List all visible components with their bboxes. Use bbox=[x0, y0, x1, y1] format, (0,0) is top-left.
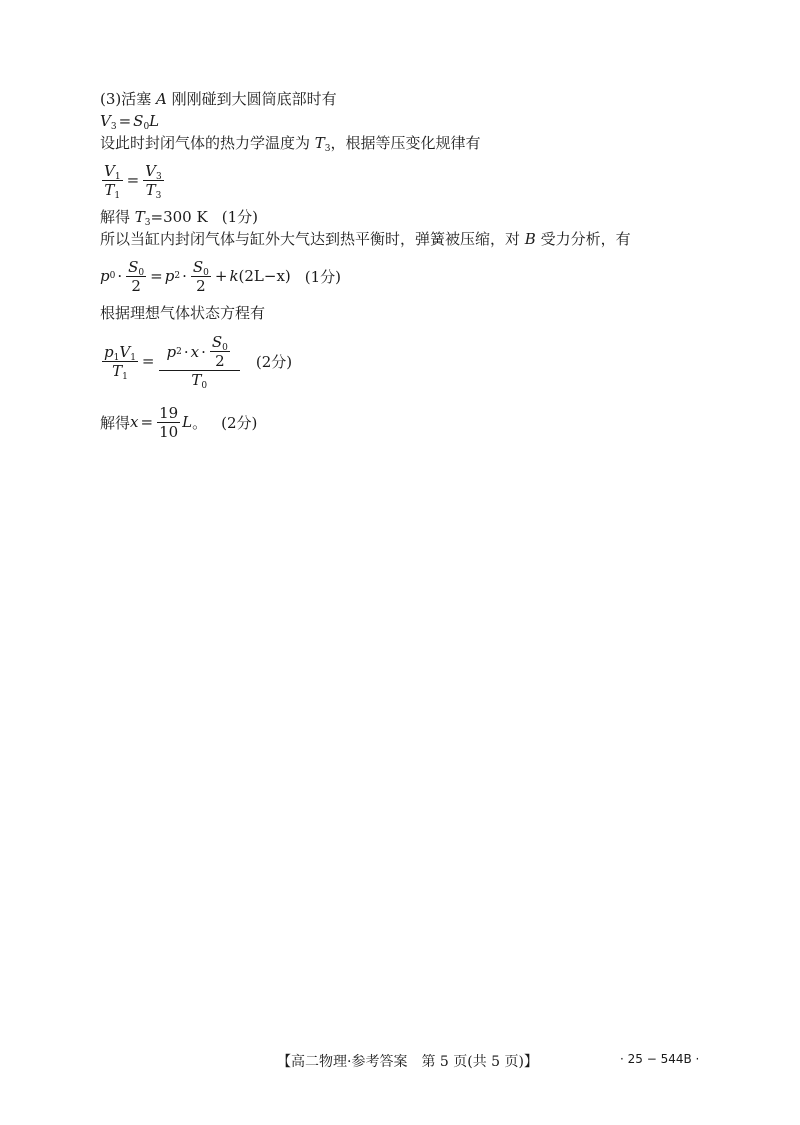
text: 刚刚碰到大圆筒底部时有 bbox=[166, 90, 337, 108]
var-A: A bbox=[156, 90, 167, 108]
line-equilibrium bbox=[100, 228, 700, 250]
text: ，根据等压变化规律有 bbox=[330, 134, 481, 152]
text: 受力分析，有 bbox=[535, 230, 631, 248]
var-B: B bbox=[524, 230, 536, 248]
numerator: 19 bbox=[159, 403, 179, 422]
line-ideal-gas bbox=[100, 302, 700, 324]
text: 设此时封闭气体的热力学温度为 bbox=[100, 134, 315, 152]
text: 解得 bbox=[100, 208, 135, 226]
score: (2分) bbox=[255, 352, 293, 371]
line-3-heading bbox=[100, 88, 700, 110]
footer-code: · 25 − 544B · bbox=[620, 1052, 700, 1066]
equation-result-x: 解得 x = $\frac{19}{10}$ L 。 (2分) bbox=[100, 403, 258, 441]
equation-force-balance: p 0 · $\frac{S_0}{2}$ = p 2 · $\frac{S_0}{2}$ + k (2L−x) (1分) bbox=[100, 257, 342, 295]
value: =300 K bbox=[150, 208, 208, 226]
expr: (2L−x) bbox=[238, 267, 291, 285]
equation-isobaric: $\frac{V_1}{T_1}$ = $\frac{V_3}{T_3}$ bbox=[104, 161, 162, 201]
score: (2分) bbox=[221, 413, 258, 432]
footer-title: 【高二物理·参考答案 第 5 页(共 5 页)】 bbox=[277, 1054, 538, 1070]
line-result-t3: 解得 $T_3=300$ K (1分) bbox=[100, 208, 258, 228]
score: (1分) bbox=[221, 208, 258, 226]
text: 解得 bbox=[100, 413, 131, 432]
text: 根据理想气体状态方程有 bbox=[100, 304, 266, 322]
text: 所以当缸内封闭气体与缸外大气达到热平衡时，弹簧被压缩，对 bbox=[100, 230, 525, 248]
answer-body bbox=[100, 88, 700, 448]
denominator: 10 bbox=[159, 422, 179, 441]
score: (1分) bbox=[304, 267, 342, 286]
equation-v3: $V_3 = S_0L$ bbox=[100, 112, 160, 132]
equation-ideal-gas: $\frac{p_1V_1}{T_1}$ = p 2 · x · $\frac{S_0}{2}$ $T_0$ (2分) bbox=[104, 333, 293, 391]
period: 。 bbox=[192, 413, 208, 432]
text: (3)活塞 bbox=[100, 90, 157, 108]
line-temperature: 设此时封闭气体的热力学温度为 $T_3$，根据等压变化规律有 bbox=[100, 134, 481, 154]
